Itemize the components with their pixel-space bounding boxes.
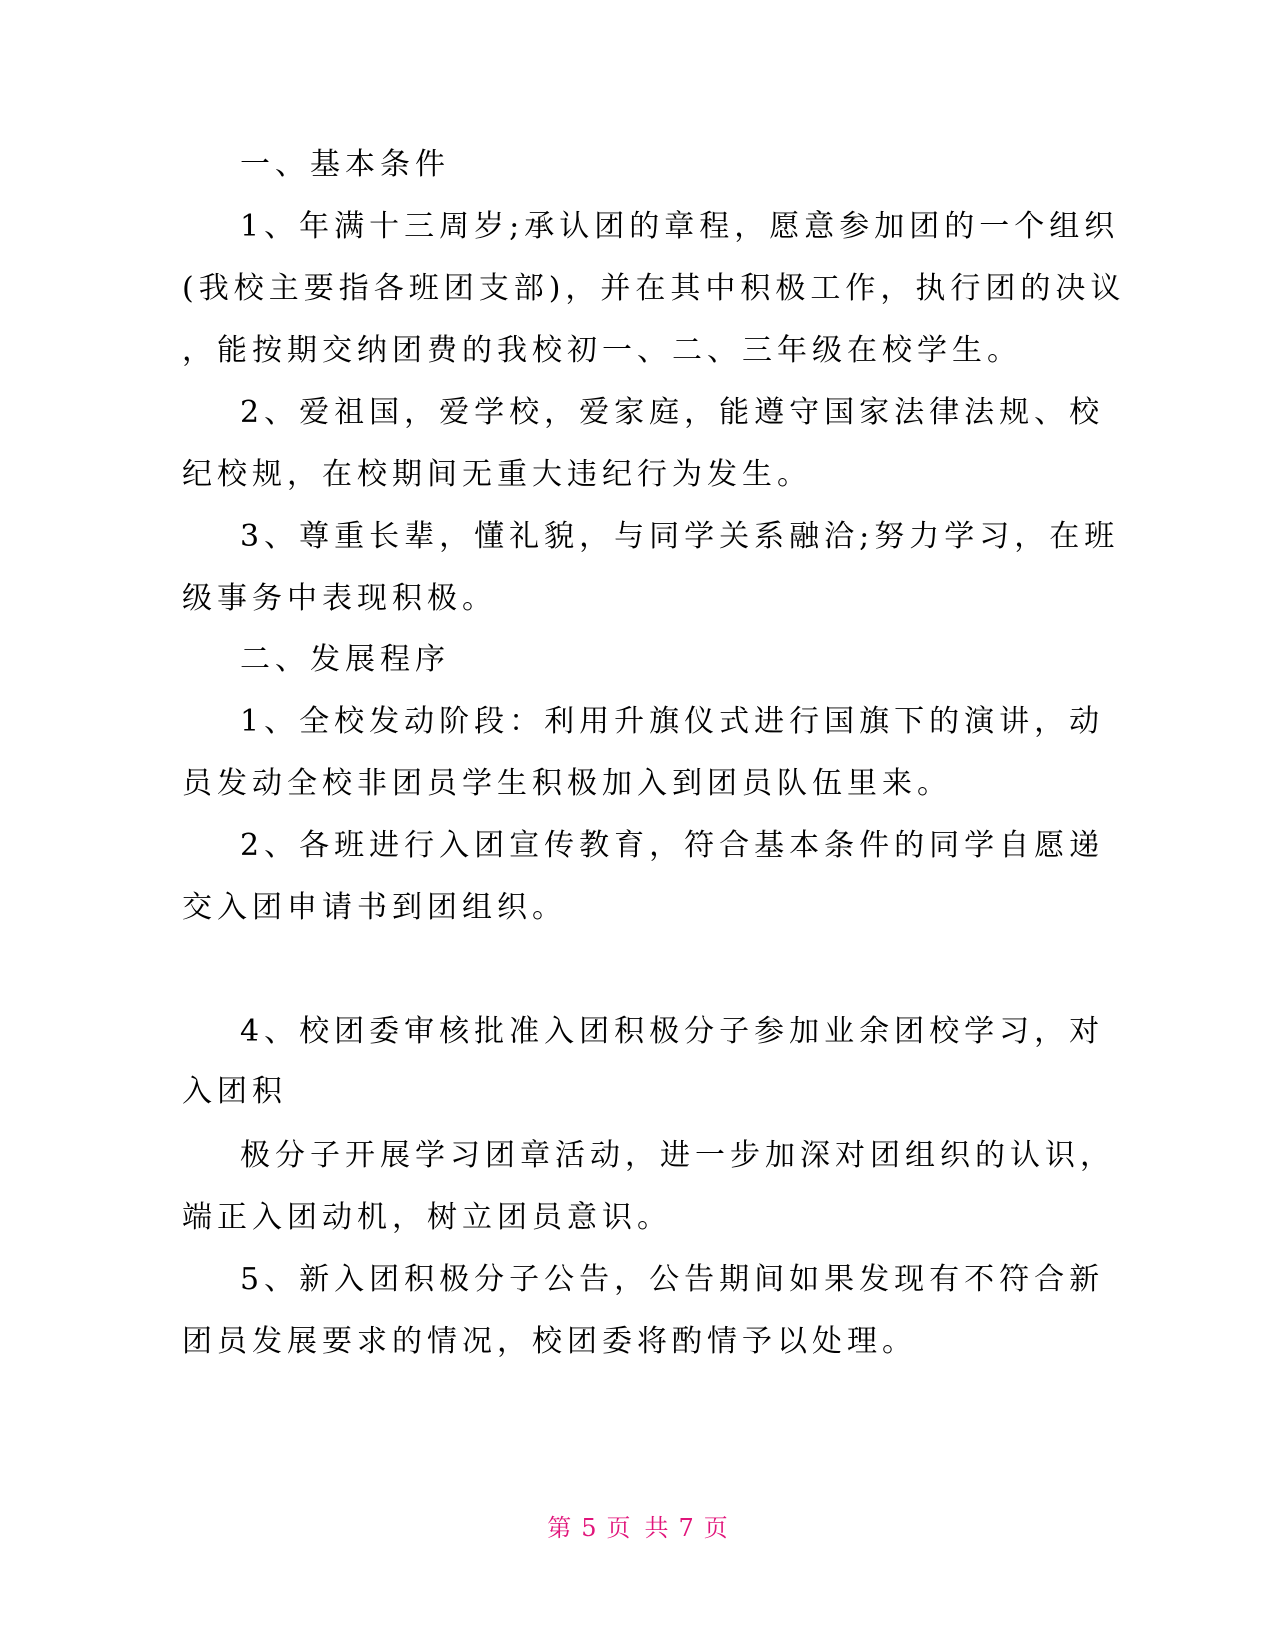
footer-page-current: 5 (581, 1514, 597, 1542)
paragraph-line: 3、尊重长辈，懂礼貌，与同学关系融洽;努力学习，在班 (240, 519, 1120, 554)
paragraph-line: 级事务中表现积极。 (182, 581, 497, 616)
paragraph-line: 端正入团动机，树立团员意识。 (182, 1200, 672, 1235)
paragraph-line: 员发动全校非团员学生积极加入到团员队伍里来。 (182, 766, 952, 801)
heading-basic-conditions: 一、基本条件 (240, 147, 450, 182)
paragraph-line: 2、各班进行入团宣传教育，符合基本条件的同学自愿递 (240, 828, 1105, 863)
page-number-footer (0, 1512, 1275, 1544)
footer-page-mid: 页 (606, 1514, 631, 1542)
footer-total-suffix: 页 (703, 1514, 728, 1542)
paragraph-line: 极分子开展学习团章活动，进一步加深对团组织的认识， (240, 1138, 1115, 1173)
paragraph-line: 纪校规，在校期间无重大违纪行为发生。 (182, 457, 812, 492)
paragraph-line: 1、全校发动阶段：利用升旗仪式进行国旗下的演讲，动 (240, 704, 1105, 739)
footer-page-total: 7 (678, 1514, 694, 1542)
paragraph-line: 团员发展要求的情况，校团委将酌情予以处理。 (182, 1324, 917, 1359)
heading-development-procedure: 二、发展程序 (240, 642, 450, 677)
footer-page-prefix: 第 (547, 1514, 572, 1542)
footer-total-prefix: 共 (644, 1514, 669, 1542)
paragraph-line: 交入团申请书到团组织。 (182, 890, 567, 925)
paragraph-line: 4、校团委审核批准入团积极分子参加业余团校学习，对 (240, 1014, 1105, 1049)
paragraph-line: 入团积 (182, 1074, 287, 1109)
paragraph-line: 2、爱祖国，爱学校，爱家庭，能遵守国家法律法规、校 (240, 395, 1105, 430)
paragraph-line: (我校主要指各班团支部)，并在其中积极工作，执行团的决议 (182, 271, 1126, 306)
paragraph-line: 5、新入团积极分子公告，公告期间如果发现有不符合新 (240, 1262, 1105, 1297)
paragraph-line: 1、年满十三周岁;承认团的章程，愿意参加团的一个组织 (240, 209, 1120, 244)
paragraph-line: ，能按期交纳团费的我校初一、二、三年级在校学生。 (182, 333, 1022, 368)
